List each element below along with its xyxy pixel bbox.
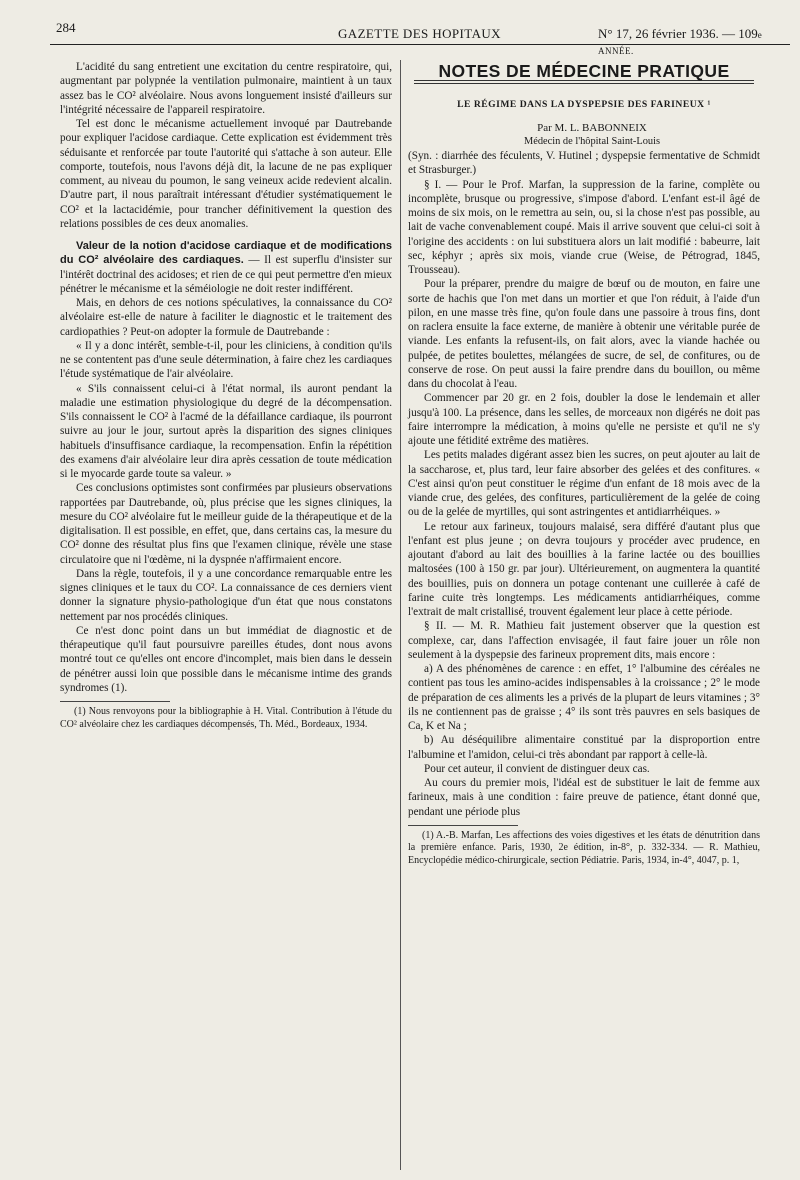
body-paragraph: b) Au déséquilibre alimentaire constitué par la disproportion entre l'albumine et l'amidon, celui-ci très abondant par rapport à celle-là. xyxy=(408,734,760,761)
body-paragraph: Pour cet auteur, il convient de distinguer deux cas. xyxy=(424,762,650,775)
body-paragraph: Commencer par 20 gr. en 2 fois, doubler la dose le lendemain et aller jusqu'à 100. La présence, dans les selles, de morceaux non digérés ne doit pas faire interrompre la médication, à moins qu'elle ne persiste et qu'il ne s'y ajoute une fétidité extrême des matières. xyxy=(408,392,760,447)
paragraph-gap xyxy=(60,231,392,239)
footnote: (1) Nous renvoyons pour la bibliographie à H. Vital. Contribution à l'étude du CO² alvéolaire chez les cardiaques décompensés, Th. Méd., Bordeaux, 1934. xyxy=(60,706,392,730)
column-divider xyxy=(400,60,401,1170)
author-role: Médecin de l'hôpital Saint-Louis xyxy=(523,135,661,147)
article-title: LE RÉGIME DANS LA DYSPEPSIE DES FARINEUX ¹ xyxy=(457,99,711,111)
body-paragraph: Les petits malades digérant assez bien les sucres, on peut ajouter au lait de la saccharose, et, plus tard, leur faire absorber des gelées et des confitures. « C'est ainsi qu'on peut constituer le régime d'un enfant de 18 mois avec de la viande crue, des gelées, des confitures, particulièrement de la gelée de coing ou de la gelée de myrtilles, qui sont astringentes et antidiarrhéiques. » xyxy=(408,449,760,519)
quote-paragraph: « S'ils connaissent celui-ci à l'état normal, ils auront pendant la maladie une estimation physiologique du degré de la décompensation. S'ils connaissent le CO² à l'acmé de la défaillance cardiaque, ils pourront suivre au jour le jour, surtout après la disparition des signes cliniques habituels d'insuffisance cardiaque, la recompensation. Enfin la répétition des examens d'air alvéolaire leur dira après cessation de toute médication si le myocarde garde toute sa valeur. » xyxy=(60,382,392,480)
synonyms-note: (Syn. : diarrhée des féculents, V. Hutinel ; dyspepsie fermentative de Schmidt et Strasburger.) xyxy=(408,150,760,177)
journal-title: GAZETTE DES HOPITAUX xyxy=(338,26,501,41)
body-paragraph: Tel est donc le mécanisme actuellement invoqué par Dautrebande pour expliquer l'acidose cardiaque. Cette explication est évidemment très séduisante et renforcée par toute l'autorité qui s'attache à son auteur. Elle comporte, toutefois, nous l'avons déjà dit, la lacune de ne pas expliquer comment, au niveau du poumon, le sang veineux acide redevient alcalin. D'autre part, il nous paraîtrait intéressant d'étudier systématiquement le CO² et la lactacidémie, pour trancher définitivement la question des relations possibles de ces deux anomalies. xyxy=(60,118,392,230)
body-paragraph: Ce n'est donc point dans un but immédiat de diagnostic et de thérapeutique qu'il faut poursuivre pareilles études, dont nous avons montré tout ce qu'elles ont encore d'incomplet, mais bien dans le dessein de pénétrer aussi loin que possible dans le mécanisme intime des grands syndromes (1). xyxy=(60,624,392,694)
body-paragraph: L'acidité du sang entretient une excitation du centre respiratoire, qui, augmentant par polypnée la ventilation pulmonaire, maintient à un taux assez bas le CO² alvéolaire. Nous avons longuement insisté d'ailleurs sur l'intégrité nécessaire de l'appareil respiratoire. xyxy=(60,61,392,116)
body-paragraph: Au cours du premier mois, l'idéal est de substituer le lait de femme aux farineux, mais à une condition : faire preuve de patience, étant donné que, pendant une période plus xyxy=(408,777,760,818)
page-header xyxy=(50,18,790,56)
page-number: 284 xyxy=(56,20,76,35)
footnote-divider xyxy=(408,825,518,826)
section-title: NOTES DE MÉDECINE PRATIQUE xyxy=(438,61,730,81)
left-column xyxy=(60,60,392,731)
body-paragraph: Le retour aux farineux, toujours malaisé, sera différé d'autant plus que l'enfant est plus jeune ; on devra toujours y procéder avec prudence, en ajoutant d'abord au lait des bouillies à la farine lactée ou des bouillies maltosées (100 à 150 gr. par jour). Ultérieurement, on augmentera la quantité des bouillies, puis on donnera un potage contenant une cuillerée à café de farine cuite très longtemps. Les médicaments antidiarrhéiques, comme l'extrait de malt cristallisé, trouvent également leur place à cette période. xyxy=(408,520,760,618)
body-paragraph: Pour la préparer, prendre du maigre de bœuf ou de mouton, en faire une sorte de hachis que l'on met dans un mortier et que l'on réduit, à l'aide d'un pilon, en une masse très fine, qu'on foule dans une passoire à trous fins, dont on raclera ensuite la face externe, de manière à obtenir une véritable purée de viande. Les enfants la refusent-ils, on fait alors, avec la viande hachée ou pulpée, de petites boulettes, mélangées de sucre, de sel, de confitures, ou de conserve de rose. On peut aussi la faire prendre dans du bouillon, ou même dans du chocolat à l'eau. xyxy=(408,278,760,390)
footnote: (1) A.-B. Marfan, Les affections des voies digestives et les états de dénutrition dans la première enfance. Paris, 1930, 2e édition, in-8°, p. 332-334. — R. Mathieu, Encyclopédie médico-chirurgicale, section Pédiatrie. Paris, 1934, in-4°, 4047, p. 1, xyxy=(408,829,760,866)
issue-date: N° 17, 26 février 1936. — 109 xyxy=(598,26,758,41)
body-paragraph: a) A des phénomènes de carence : en effet, 1° l'albumine des céréales ne contient pas tous les amino-acides indispensables à la croissance ; 2° le mode de préparation de ces aliments les a privés de la plupart de leurs vitamines ; 3° ils ne contiennent pas de graisse ; 4° ils sont très pauvres en sels basiques de Ca, K et Na ; xyxy=(408,663,760,732)
body-paragraph: Ces conclusions optimistes sont confirmées par plusieurs observations rapportées par Dautrebande, où, plus précise que les signes cliniques, la mesure du CO² alvéolaire fut le meilleur guide de la thérapeutique et de la digitalisation. Il est possible, en effet, que, dans certains cas, la mesure du CO² donne des résultat plus fins que l'examen clinique, révèle une stase circulatoire que ni l'œdème, ni la dyspnée n'affirmaient encore. xyxy=(60,482,392,566)
section-heading: Valeur de la notion d'acidose cardiaque et de modifications du CO² alvéolaire des cardiaques. xyxy=(60,240,392,267)
body-paragraph: Mais, en dehors de ces notions spéculatives, la connaissance du CO² alvéolaire est-elle de nature à faciliter le diagnostic et le traitement des cardiopathies ? Peut-on adopter la formule de Dautrebande : xyxy=(60,297,392,338)
body-paragraph: § I. — Pour le Prof. Marfan, la suppression de la farine, complète ou incomplète, brusque ou progressive, s'impose d'abord. L'enfant est-il âgé de moins de six mois, on le remettra au sein, ou, si la chose n'est pas possible, au lait de vache convenablement coupé. Mais il arrive souvent que celui-ci soit à l'origine des accidents : on lui substituera alors un lait modifié : babeurre, lait sec, képhyr ; après six mois, viande crue (Weise, de Pétrograd, 1845, Trousseau). xyxy=(408,178,760,276)
section-paragraph xyxy=(60,239,392,296)
quote-paragraph: « Il y a donc intérêt, semble-t-il, pour les cliniciens, à condition qu'ils ne se contentent pas d'une seule détermination, à faire chez les cardiaques l'étude systématique de l'air alvéolaire. xyxy=(60,339,392,381)
right-column xyxy=(408,60,760,867)
section-first-text: — Il est superflu d'insister sur l'intérêt doctrinal des acidoses; et rien de ce qui peut permettre d'en mieux pénétrer le mécanisme et la séméiologie ne doit rester indifférent. xyxy=(60,254,392,295)
footnote-divider xyxy=(60,701,170,702)
body-paragraph: § II. — M. R. Mathieu fait justement observer que la question est complexe, car, dans l'affection envisagée, il faut faire jouer un rôle non seulement à la dyspepsie des farineux proprement dits, mais encore : xyxy=(408,620,760,661)
author-name: Par M. L. BABONNEIX xyxy=(537,121,647,134)
issue-year-suffix: e ANNÉE. xyxy=(598,30,763,56)
body-paragraph: Dans la règle, toutefois, il y a une concordance remarquable entre les signes cliniques et le taux du CO². La connaissance de ces derniers vient donner la signature physio-pathologique d'un état que nous constatons nettement par nos procédés cliniques. xyxy=(60,567,392,623)
issue-info xyxy=(598,26,790,58)
